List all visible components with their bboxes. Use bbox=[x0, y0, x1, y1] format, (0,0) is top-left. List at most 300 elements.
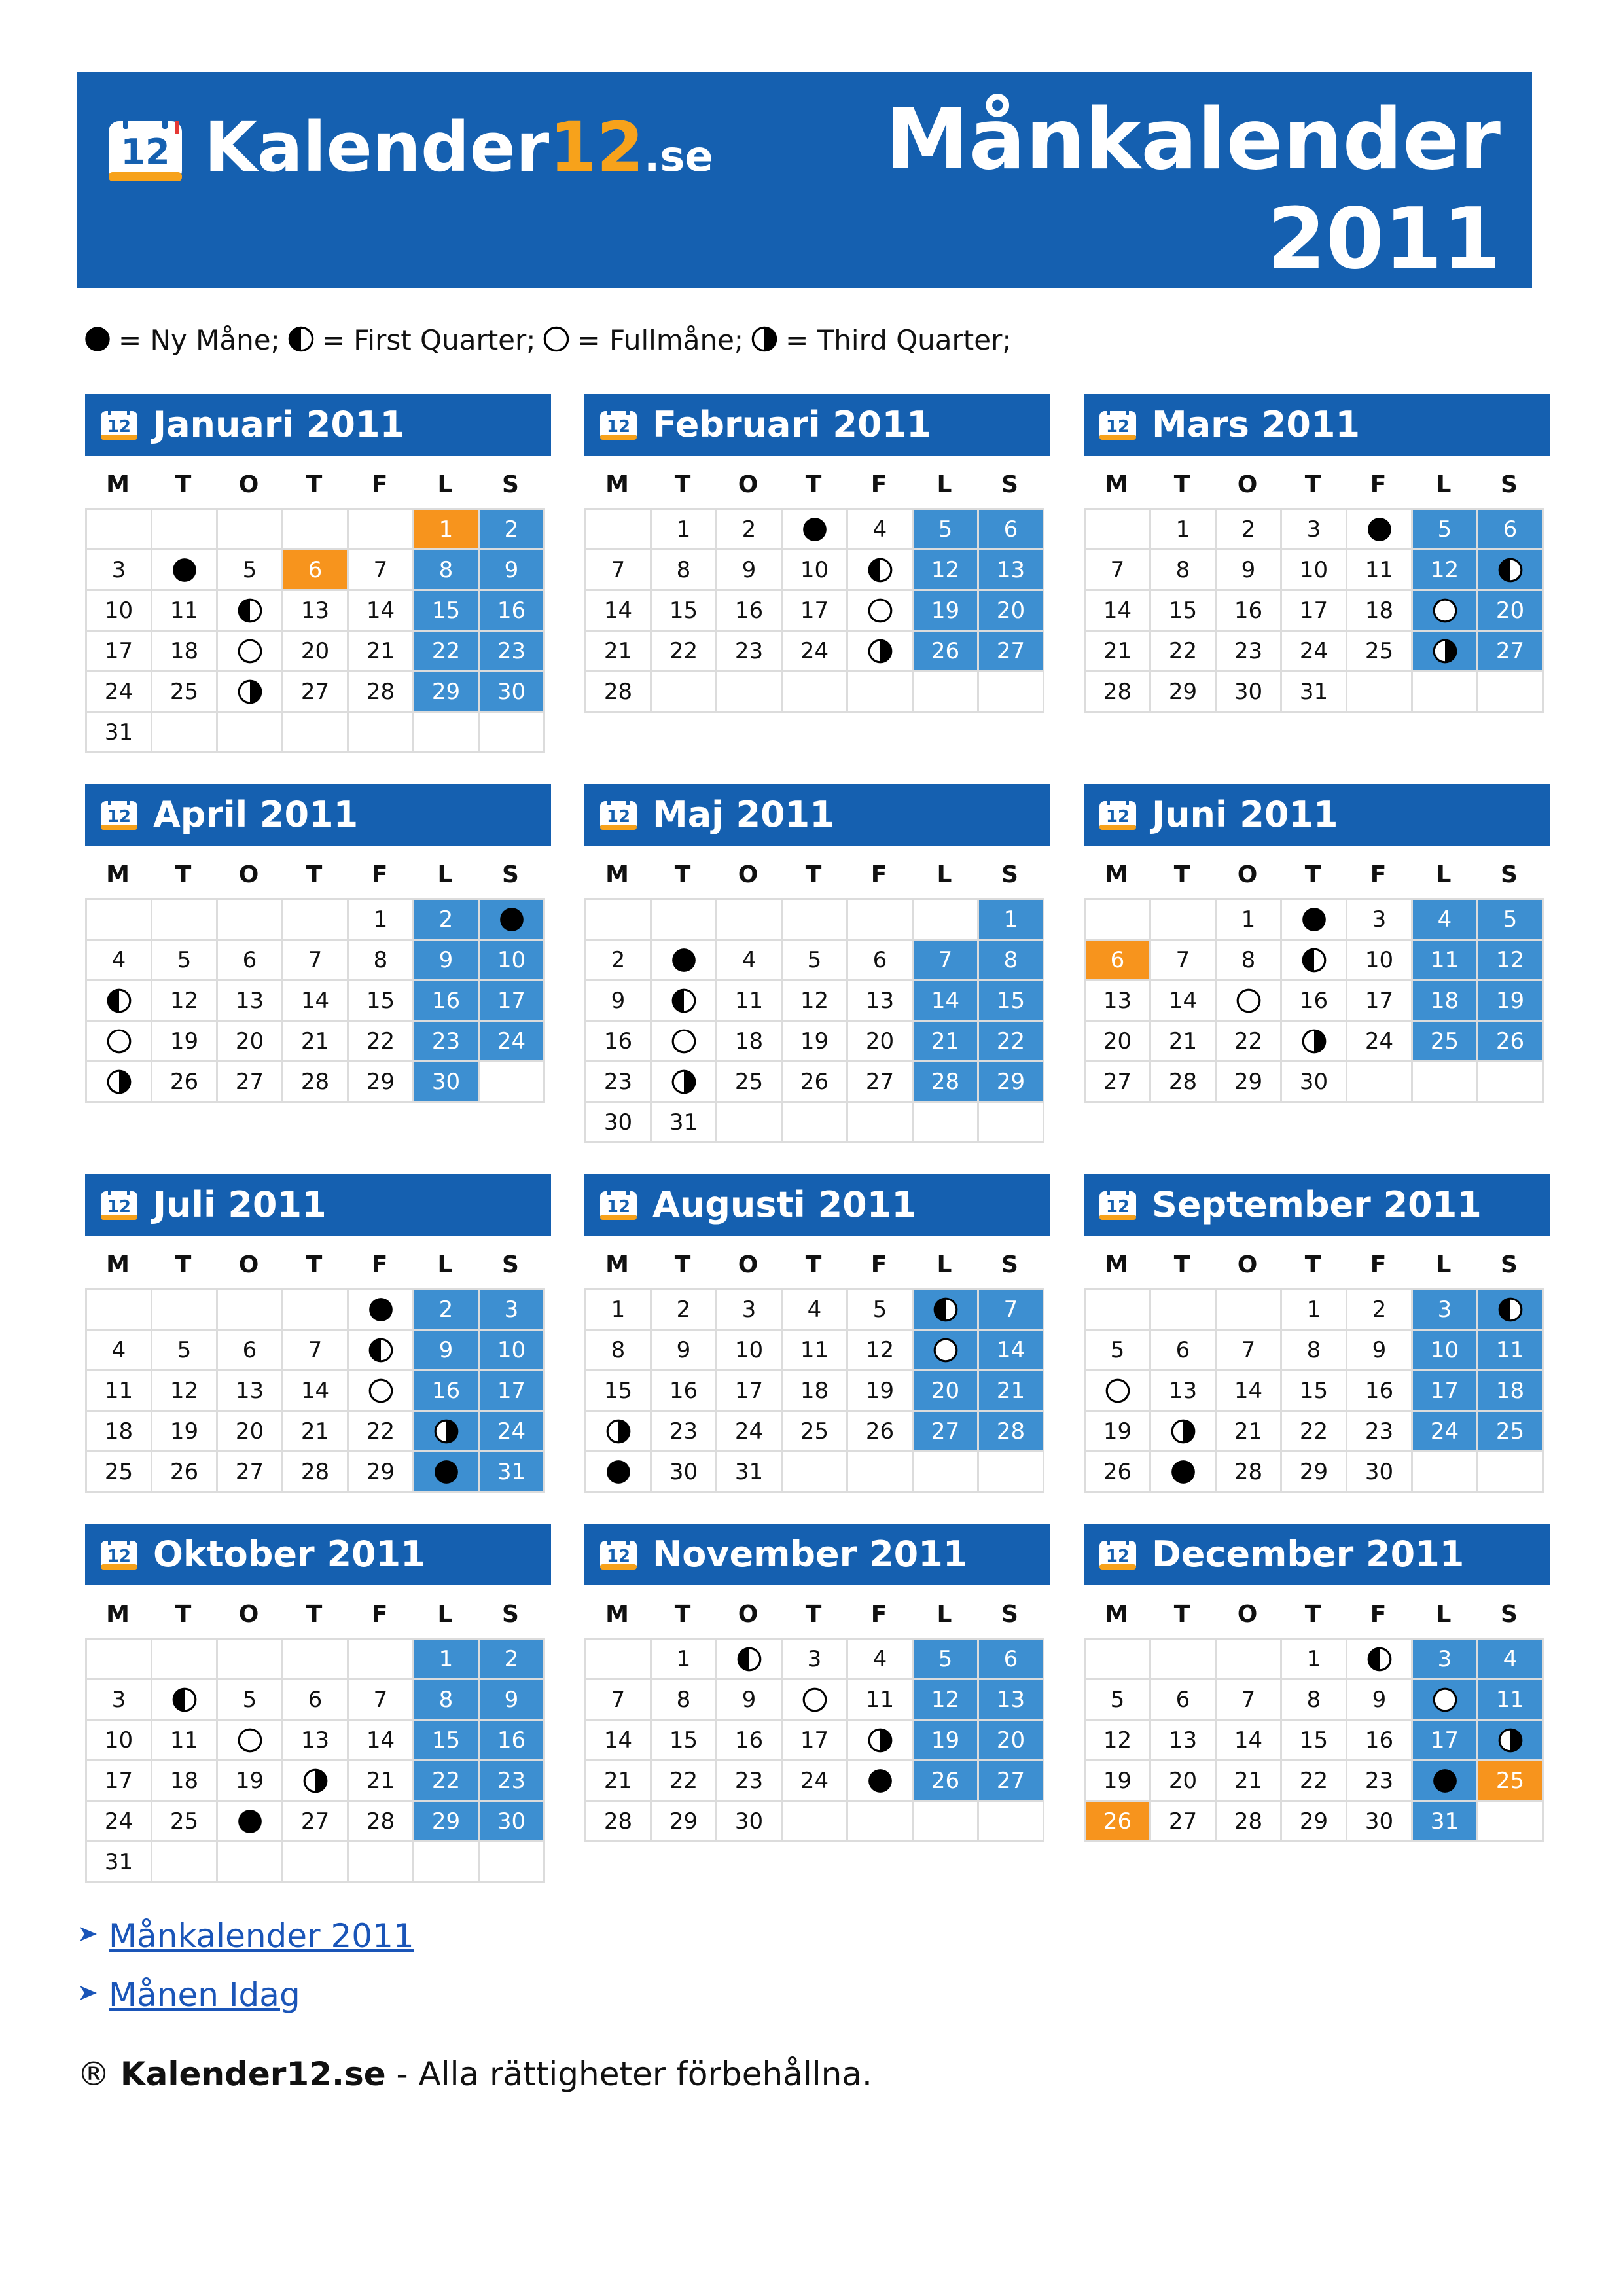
day-cell: 4 bbox=[717, 941, 783, 981]
day-cell: 21 bbox=[1151, 1022, 1217, 1062]
day-cell: 13 bbox=[848, 981, 914, 1022]
third-moon-icon bbox=[750, 325, 779, 353]
full-moon-icon bbox=[801, 1686, 829, 1713]
empty-cell bbox=[1086, 1290, 1151, 1331]
page-header bbox=[77, 72, 1532, 288]
day-cell: 5 bbox=[152, 941, 218, 981]
new-moon-icon bbox=[605, 1458, 632, 1486]
day-cell: 1 bbox=[1151, 510, 1217, 550]
day-cell: 7 bbox=[586, 1680, 652, 1721]
new-moon-icon bbox=[83, 325, 112, 353]
moon-calendar-link[interactable]: Månkalender 2011 bbox=[109, 1917, 414, 1955]
day-cell: 24 bbox=[87, 672, 152, 713]
empty-cell bbox=[152, 1842, 218, 1883]
weekday-label: T bbox=[306, 1601, 323, 1628]
day-cell: 21 bbox=[979, 1371, 1044, 1412]
calendar-icon-number: 12 bbox=[1105, 807, 1130, 827]
day-cell: 11 bbox=[1478, 1331, 1544, 1371]
day-cell: 20 bbox=[979, 1721, 1044, 1761]
empty-cell bbox=[349, 1640, 414, 1680]
full-moon-icon bbox=[1431, 597, 1459, 624]
empty-cell bbox=[152, 900, 218, 941]
day-cell bbox=[783, 1680, 848, 1721]
calendar-icon bbox=[99, 407, 139, 441]
day-cell: 6 bbox=[1086, 941, 1151, 981]
day-grid bbox=[1084, 1288, 1544, 1493]
month-title: April 2011 bbox=[153, 794, 359, 835]
day-cell: 16 bbox=[1282, 981, 1347, 1022]
day-grid bbox=[1084, 508, 1544, 713]
day-cell: 27 bbox=[283, 1802, 349, 1842]
day-cell bbox=[1413, 632, 1478, 672]
day-cell: 19 bbox=[914, 1721, 979, 1761]
weekday-label: T bbox=[805, 861, 822, 888]
day-cell bbox=[414, 1412, 480, 1452]
day-cell: 3 bbox=[87, 1680, 152, 1721]
day-cell bbox=[1282, 941, 1347, 981]
empty-cell bbox=[152, 1640, 218, 1680]
day-cell: 23 bbox=[717, 1761, 783, 1802]
day-cell bbox=[283, 1761, 349, 1802]
day-cell bbox=[1151, 1452, 1217, 1493]
empty-cell bbox=[1086, 510, 1151, 550]
empty-cell bbox=[586, 1640, 652, 1680]
day-cell: 10 bbox=[480, 941, 545, 981]
weekday-label: L bbox=[437, 861, 453, 888]
day-cell: 14 bbox=[349, 1721, 414, 1761]
legend-label: = First Quarter; bbox=[321, 324, 536, 356]
day-cell: 30 bbox=[586, 1103, 652, 1143]
calendar-icon-number: 12 bbox=[606, 1197, 631, 1217]
empty-cell bbox=[1413, 1062, 1478, 1103]
day-grid bbox=[584, 508, 1044, 713]
day-cell bbox=[480, 900, 545, 941]
empty-cell bbox=[717, 672, 783, 713]
day-cell: 2 bbox=[652, 1290, 717, 1331]
day-cell: 15 bbox=[1282, 1371, 1347, 1412]
day-cell: 9 bbox=[1217, 550, 1282, 591]
day-cell: 22 bbox=[979, 1022, 1044, 1062]
new-moon-icon bbox=[433, 1458, 460, 1486]
day-cell bbox=[218, 591, 283, 632]
weekday-label: O bbox=[238, 861, 259, 888]
logo-icon-number: 12 bbox=[120, 132, 170, 173]
day-cell: 22 bbox=[1282, 1761, 1347, 1802]
day-cell bbox=[652, 941, 717, 981]
weekday-label: L bbox=[1436, 1601, 1452, 1628]
new-moon-icon bbox=[801, 516, 829, 543]
day-grid bbox=[584, 1288, 1044, 1493]
weekday-header bbox=[1084, 1242, 1542, 1288]
day-cell: 16 bbox=[652, 1371, 717, 1412]
weekday-label: M bbox=[106, 471, 130, 498]
day-cell: 31 bbox=[87, 713, 152, 753]
empty-cell bbox=[1151, 900, 1217, 941]
moon-today-link[interactable]: Månen Idag bbox=[109, 1976, 300, 2014]
day-cell bbox=[1478, 1290, 1544, 1331]
new-moon-icon bbox=[1300, 906, 1328, 933]
day-cell: 20 bbox=[1151, 1761, 1217, 1802]
empty-cell bbox=[1151, 1290, 1217, 1331]
day-cell bbox=[652, 1022, 717, 1062]
month-title: Juni 2011 bbox=[1152, 794, 1338, 835]
day-cell bbox=[349, 1290, 414, 1331]
day-cell: 14 bbox=[283, 981, 349, 1022]
day-cell: 7 bbox=[914, 941, 979, 981]
day-cell: 6 bbox=[218, 1331, 283, 1371]
day-cell bbox=[1151, 1412, 1217, 1452]
day-grid bbox=[584, 1638, 1044, 1842]
empty-cell bbox=[1413, 1452, 1478, 1493]
day-cell: 1 bbox=[1282, 1640, 1347, 1680]
day-cell: 5 bbox=[1413, 510, 1478, 550]
calendar-icon bbox=[599, 407, 638, 441]
day-cell: 8 bbox=[1151, 550, 1217, 591]
day-cell: 27 bbox=[283, 672, 349, 713]
month-calendar bbox=[1084, 784, 1550, 1103]
weekday-label: S bbox=[1501, 861, 1518, 888]
day-cell: 20 bbox=[283, 632, 349, 672]
day-cell: 11 bbox=[848, 1680, 914, 1721]
day-cell: 23 bbox=[480, 632, 545, 672]
day-cell: 25 bbox=[1347, 632, 1413, 672]
day-cell: 27 bbox=[1086, 1062, 1151, 1103]
day-cell: 1 bbox=[349, 900, 414, 941]
day-cell: 28 bbox=[586, 672, 652, 713]
empty-cell bbox=[586, 900, 652, 941]
day-cell: 26 bbox=[1086, 1452, 1151, 1493]
empty-cell bbox=[414, 1842, 480, 1883]
day-cell: 26 bbox=[1086, 1802, 1151, 1842]
third-moon-icon bbox=[105, 1068, 133, 1096]
weekday-label: T bbox=[674, 861, 691, 888]
day-cell bbox=[1282, 900, 1347, 941]
full-moon-icon bbox=[1431, 1686, 1459, 1713]
day-cell: 29 bbox=[349, 1062, 414, 1103]
day-cell: 14 bbox=[979, 1331, 1044, 1371]
month-calendar bbox=[1084, 1174, 1550, 1493]
day-cell: 2 bbox=[1217, 510, 1282, 550]
day-cell: 30 bbox=[717, 1802, 783, 1842]
day-cell: 2 bbox=[717, 510, 783, 550]
weekday-label: S bbox=[502, 471, 519, 498]
day-cell: 22 bbox=[349, 1412, 414, 1452]
day-cell bbox=[848, 591, 914, 632]
weekday-label: O bbox=[738, 1601, 758, 1628]
day-cell: 18 bbox=[152, 1761, 218, 1802]
first-moon-icon bbox=[367, 1336, 395, 1364]
day-cell: 10 bbox=[87, 1721, 152, 1761]
day-cell: 25 bbox=[717, 1062, 783, 1103]
weekday-label: L bbox=[1436, 471, 1452, 498]
day-cell bbox=[1347, 1640, 1413, 1680]
day-cell: 16 bbox=[1347, 1371, 1413, 1412]
empty-cell bbox=[1347, 672, 1413, 713]
day-cell: 10 bbox=[1413, 1331, 1478, 1371]
day-cell: 29 bbox=[1282, 1452, 1347, 1493]
weekday-label: F bbox=[1370, 471, 1387, 498]
day-cell: 28 bbox=[283, 1452, 349, 1493]
day-cell: 26 bbox=[152, 1452, 218, 1493]
weekday-label: T bbox=[306, 471, 323, 498]
day-cell: 5 bbox=[914, 1640, 979, 1680]
legend-item-new bbox=[83, 321, 280, 360]
month-calendar bbox=[85, 784, 551, 1103]
weekday-label: O bbox=[238, 471, 259, 498]
day-cell: 21 bbox=[914, 1022, 979, 1062]
month-title: Augusti 2011 bbox=[652, 1184, 916, 1225]
full-moon-icon bbox=[866, 597, 894, 624]
third-moon-icon bbox=[670, 1068, 698, 1096]
day-cell bbox=[717, 1640, 783, 1680]
month-header bbox=[584, 394, 1050, 456]
day-cell: 8 bbox=[414, 550, 480, 591]
day-cell: 20 bbox=[914, 1371, 979, 1412]
day-cell bbox=[87, 1022, 152, 1062]
logo-wordmark bbox=[204, 108, 713, 196]
day-cell: 5 bbox=[783, 941, 848, 981]
day-cell bbox=[1086, 1371, 1151, 1412]
page-title-line1: Månkalender bbox=[885, 91, 1501, 188]
day-cell: 28 bbox=[586, 1802, 652, 1842]
day-cell: 25 bbox=[1413, 1022, 1478, 1062]
day-cell: 6 bbox=[283, 550, 349, 591]
third-moon-icon bbox=[605, 1418, 632, 1445]
day-cell: 27 bbox=[1478, 632, 1544, 672]
day-cell: 3 bbox=[1282, 510, 1347, 550]
day-cell: 5 bbox=[218, 1680, 283, 1721]
day-cell: 12 bbox=[848, 1331, 914, 1371]
day-cell: 8 bbox=[652, 1680, 717, 1721]
day-cell: 16 bbox=[717, 1721, 783, 1761]
month-calendar bbox=[584, 784, 1050, 1143]
day-cell: 4 bbox=[87, 1331, 152, 1371]
day-cell bbox=[152, 550, 218, 591]
day-cell: 14 bbox=[283, 1371, 349, 1412]
month-calendar bbox=[584, 1524, 1050, 1842]
day-cell: 26 bbox=[848, 1412, 914, 1452]
day-cell: 19 bbox=[914, 591, 979, 632]
weekday-label: M bbox=[106, 1601, 130, 1628]
day-cell: 15 bbox=[1282, 1721, 1347, 1761]
weekday-label: S bbox=[502, 1251, 519, 1278]
empty-cell bbox=[783, 1452, 848, 1493]
day-cell: 22 bbox=[349, 1022, 414, 1062]
calendar-icon-number: 12 bbox=[107, 1197, 132, 1217]
day-cell: 21 bbox=[1217, 1412, 1282, 1452]
day-cell: 15 bbox=[652, 1721, 717, 1761]
arrow-right-icon bbox=[77, 1982, 99, 2004]
day-cell: 26 bbox=[914, 632, 979, 672]
month-calendar bbox=[1084, 394, 1550, 713]
empty-cell bbox=[1086, 1640, 1151, 1680]
day-cell: 6 bbox=[283, 1680, 349, 1721]
empty-cell bbox=[783, 1802, 848, 1842]
calendar-icon-number: 12 bbox=[606, 1547, 631, 1566]
empty-cell bbox=[480, 1842, 545, 1883]
day-cell bbox=[652, 981, 717, 1022]
day-cell: 21 bbox=[1217, 1761, 1282, 1802]
weekday-label: T bbox=[175, 471, 192, 498]
weekday-label: F bbox=[1370, 861, 1387, 888]
day-cell: 8 bbox=[1217, 941, 1282, 981]
day-cell: 29 bbox=[1217, 1062, 1282, 1103]
weekday-label: L bbox=[936, 1251, 952, 1278]
weekday-label: M bbox=[1105, 471, 1128, 498]
day-cell: 23 bbox=[1217, 632, 1282, 672]
page-title-year: 2011 bbox=[1267, 190, 1501, 288]
month-header bbox=[1084, 784, 1550, 846]
day-cell: 23 bbox=[414, 1022, 480, 1062]
day-cell: 29 bbox=[349, 1452, 414, 1493]
new-moon-icon bbox=[866, 1767, 894, 1795]
weekday-label: O bbox=[738, 1251, 758, 1278]
day-cell: 26 bbox=[783, 1062, 848, 1103]
day-cell: 2 bbox=[414, 900, 480, 941]
empty-cell bbox=[1217, 1640, 1282, 1680]
empty-cell bbox=[1086, 900, 1151, 941]
day-cell: 22 bbox=[1217, 1022, 1282, 1062]
day-cell bbox=[848, 632, 914, 672]
empty-cell bbox=[480, 1062, 545, 1103]
day-cell: 18 bbox=[717, 1022, 783, 1062]
day-cell: 13 bbox=[283, 591, 349, 632]
day-cell: 28 bbox=[283, 1062, 349, 1103]
day-cell: 17 bbox=[1413, 1721, 1478, 1761]
day-cell: 13 bbox=[283, 1721, 349, 1761]
day-cell: 19 bbox=[1086, 1761, 1151, 1802]
weekday-label: T bbox=[1304, 1251, 1321, 1278]
weekday-label: F bbox=[870, 471, 887, 498]
day-cell: 5 bbox=[914, 510, 979, 550]
day-cell: 12 bbox=[914, 1680, 979, 1721]
calendar-icon bbox=[99, 1537, 139, 1571]
day-cell: 18 bbox=[1347, 591, 1413, 632]
day-cell: 17 bbox=[480, 1371, 545, 1412]
day-cell: 28 bbox=[914, 1062, 979, 1103]
empty-cell bbox=[87, 510, 152, 550]
new-moon-icon bbox=[171, 556, 198, 584]
weekday-label: S bbox=[1501, 1251, 1518, 1278]
day-cell bbox=[218, 672, 283, 713]
month-calendar bbox=[85, 394, 551, 753]
calendar-icon bbox=[1098, 1537, 1137, 1571]
day-cell: 1 bbox=[652, 1640, 717, 1680]
day-grid bbox=[1084, 1638, 1544, 1842]
empty-cell bbox=[87, 1290, 152, 1331]
day-cell bbox=[652, 1062, 717, 1103]
weekday-label: F bbox=[371, 471, 388, 498]
weekday-label: L bbox=[1436, 1251, 1452, 1278]
day-cell: 20 bbox=[1086, 1022, 1151, 1062]
day-cell: 16 bbox=[717, 591, 783, 632]
weekday-label: M bbox=[106, 1251, 130, 1278]
empty-cell bbox=[848, 1452, 914, 1493]
day-cell bbox=[914, 1331, 979, 1371]
day-cell: 17 bbox=[87, 632, 152, 672]
day-cell: 17 bbox=[783, 1721, 848, 1761]
empty-cell bbox=[586, 510, 652, 550]
day-cell bbox=[848, 1761, 914, 1802]
empty-cell bbox=[218, 1842, 283, 1883]
day-cell: 29 bbox=[1282, 1802, 1347, 1842]
weekday-label: F bbox=[371, 1601, 388, 1628]
day-cell: 3 bbox=[783, 1640, 848, 1680]
calendar-icon-number: 12 bbox=[1105, 1197, 1130, 1217]
day-cell: 10 bbox=[1347, 941, 1413, 981]
day-cell: 19 bbox=[848, 1371, 914, 1412]
day-cell: 23 bbox=[480, 1761, 545, 1802]
weekday-label: O bbox=[1237, 861, 1258, 888]
day-cell: 3 bbox=[480, 1290, 545, 1331]
day-cell: 27 bbox=[914, 1412, 979, 1452]
day-cell: 30 bbox=[1347, 1802, 1413, 1842]
empty-cell bbox=[717, 900, 783, 941]
day-cell: 11 bbox=[717, 981, 783, 1022]
day-cell: 16 bbox=[1217, 591, 1282, 632]
weekday-label: S bbox=[502, 1601, 519, 1628]
weekday-label: F bbox=[1370, 1601, 1387, 1628]
empty-cell bbox=[914, 1802, 979, 1842]
day-cell bbox=[914, 1290, 979, 1331]
logo-text: Kalender bbox=[204, 107, 550, 187]
day-cell: 27 bbox=[218, 1062, 283, 1103]
day-cell: 7 bbox=[1217, 1680, 1282, 1721]
weekday-label: M bbox=[106, 861, 130, 888]
legend-item-third bbox=[750, 321, 1011, 360]
first-moon-icon bbox=[287, 325, 315, 353]
day-cell: 11 bbox=[1413, 941, 1478, 981]
day-cell: 9 bbox=[1347, 1331, 1413, 1371]
weekday-label: O bbox=[738, 471, 758, 498]
legend-item-first bbox=[287, 321, 536, 360]
first-moon-icon bbox=[171, 1686, 198, 1713]
month-header bbox=[1084, 1174, 1550, 1236]
full-moon-icon bbox=[236, 637, 264, 665]
weekday-label: T bbox=[674, 1251, 691, 1278]
day-cell: 7 bbox=[1217, 1331, 1282, 1371]
month-title: November 2011 bbox=[652, 1534, 968, 1575]
new-moon-icon bbox=[236, 1808, 264, 1835]
weekday-label: T bbox=[1173, 861, 1190, 888]
empty-cell bbox=[783, 900, 848, 941]
day-cell: 23 bbox=[1347, 1761, 1413, 1802]
day-cell: 7 bbox=[1086, 550, 1151, 591]
day-cell: 22 bbox=[414, 632, 480, 672]
day-cell: 27 bbox=[848, 1062, 914, 1103]
day-cell: 14 bbox=[1217, 1371, 1282, 1412]
day-cell: 9 bbox=[414, 941, 480, 981]
weekday-header bbox=[584, 852, 1043, 898]
new-moon-icon bbox=[367, 1296, 395, 1323]
weekday-label: L bbox=[437, 1251, 453, 1278]
weekday-label: O bbox=[738, 861, 758, 888]
day-cell: 9 bbox=[717, 1680, 783, 1721]
day-cell bbox=[848, 1721, 914, 1761]
day-cell: 5 bbox=[218, 550, 283, 591]
day-grid bbox=[584, 898, 1044, 1143]
empty-cell bbox=[218, 900, 283, 941]
day-cell: 24 bbox=[87, 1802, 152, 1842]
month-calendar bbox=[584, 394, 1050, 713]
day-cell bbox=[1413, 1761, 1478, 1802]
legend-label: = Third Quarter; bbox=[785, 324, 1012, 356]
first-moon-icon bbox=[236, 597, 264, 624]
day-cell: 9 bbox=[480, 550, 545, 591]
month-header bbox=[85, 1524, 551, 1585]
day-cell bbox=[586, 1452, 652, 1493]
day-cell: 30 bbox=[1282, 1062, 1347, 1103]
